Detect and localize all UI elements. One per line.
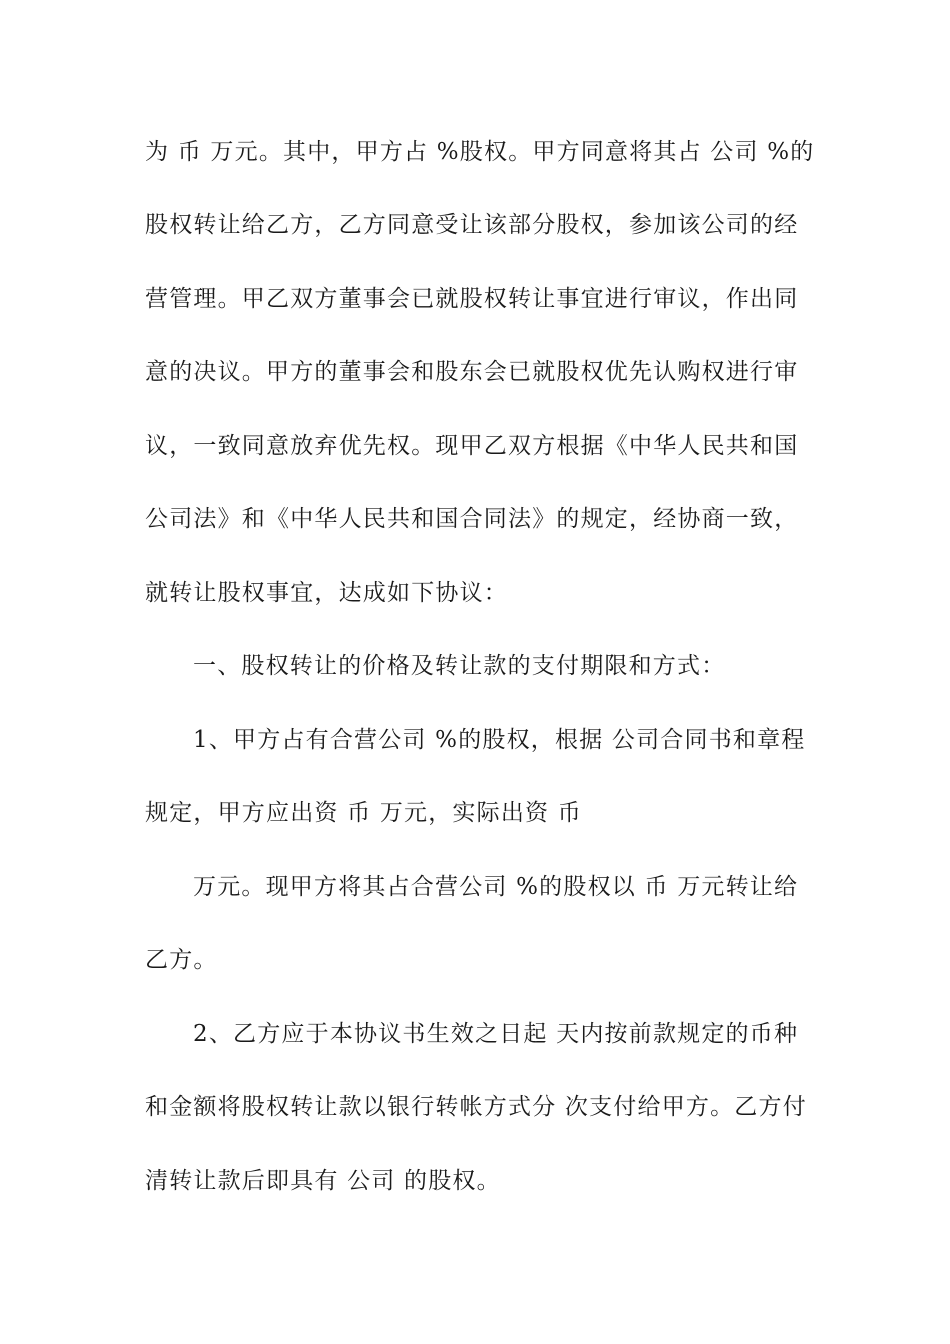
clause-line: 乙方。 [145, 947, 218, 973]
clause-line: 1、甲方占有合营公司 %的股权，根据 公司合同书和章程 [193, 727, 806, 753]
clause-line: 规定，甲方应出资 币 万元，实际出资 币 [145, 800, 582, 826]
paragraph-line: 股权转让给乙方，乙方同意受让该部分股权，参加该公司的经 [145, 212, 799, 238]
clause-line: 和金额将股权转让款以银行转帐方式分 次支付给甲方。乙方付 [145, 1094, 807, 1120]
clause-line: 2、乙方应于本协议书生效之日起 天内按前款规定的币种 [193, 1021, 799, 1047]
clause-line: 清转让款后即具有 公司 的股权。 [145, 1168, 501, 1194]
paragraph-line: 营管理。甲乙双方董事会已就股权转让事宜进行审议，作出同 [145, 286, 799, 312]
paragraph-line: 议，一致同意放弃优先权。现甲乙双方根据《中华人民共和国 [145, 433, 799, 459]
paragraph-line: 就转让股权事宜，达成如下协议： [145, 580, 508, 606]
paragraph-line: 为 币 万元。其中，甲方占 %股权。甲方同意将其占 公司 %的 [145, 139, 815, 165]
clause-line: 万元。现甲方将其占合营公司 %的股权以 币 万元转让给 [193, 874, 799, 900]
paragraph-line: 公司法》和《中华人民共和国合同法》的规定，经协商一致， [145, 506, 799, 532]
section-heading: 一、股权转让的价格及转让款的支付期限和方式： [193, 653, 726, 679]
paragraph-line: 意的决议。甲方的董事会和股东会已就股权优先认购权进行审 [145, 359, 799, 385]
